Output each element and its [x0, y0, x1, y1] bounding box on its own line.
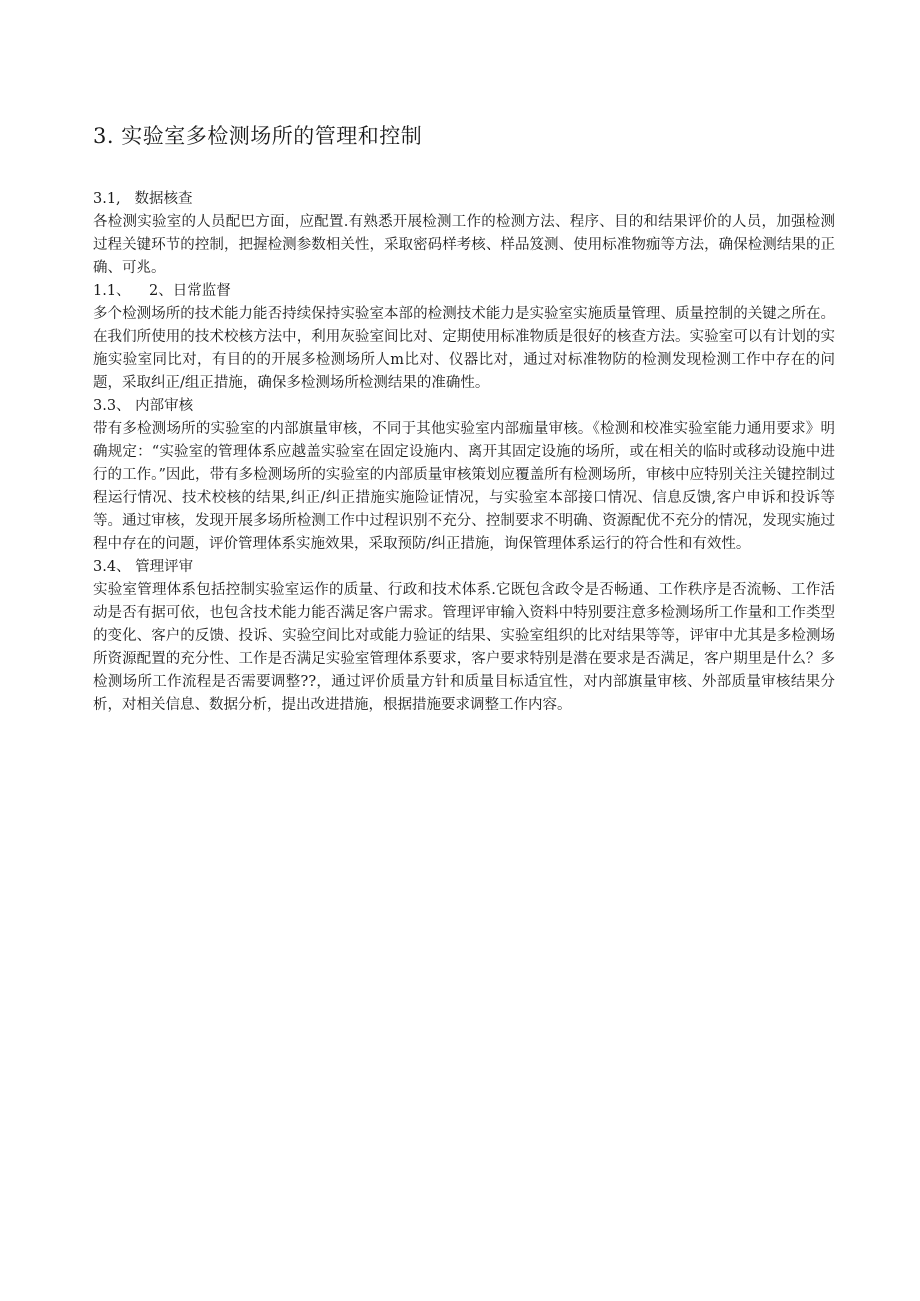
- section-body: 多个检测场所的技术能力能否持续保持实验室本部的检测技术能力是实验室实施质量管理、质量控制的关键之所在。在我们所使用的技术校核方法中，利用灰验室间比对、定期使用标准物质是很好的核查方法。实验室可以有计划的实施实验室同比对，有目的的开展多检测场所人m比对、仪器比对，通过对标准物防的检测发现检测工作中存在的问题，采取纠正/组正措施，确保多检测场所检测结果的准确性。: [93, 306, 835, 391]
- section-internal-audit: [93, 395, 835, 556]
- document-content: [93, 118, 835, 717]
- section-body: 带有多检测场所的实验室的内部旗量审核，不同于其他实验室内部痂量审核。《检测和校准实验室能力通用要求》明确规定：“实验室的管理体系应越盖实验室在固定设施内、离开其固定设施的场所，或在相关的临时或移动设施中进行的工作。”因此，带有多检测场所的实验室的内部质量审核策划应覆盖所有检测场所，审核中应特别关注关键控制过程运行情况、技术校核的结果,纠正/纠正措施实施险证情况，与实验室本部接口情况、信息反馈,客户申诉和投诉等等。通过审核，发现开展多场所检测工作中过程识别不充分、控制要求不明确、资源配优不充分的情况，发现实施过程中存在的问题，评价管理体系实施效果，采取预防/纠正措施，询保管理体系运行的符合性和有效性。: [93, 421, 835, 552]
- section-management-review: [93, 556, 835, 717]
- section-body: 各检测实验室的人员配巴方面，应配置.有熟悉开展检测工作的检测方法、程序、目的和结果评价的人员，加强检测过程关键环节的控制，把握检测参数相关性，采取密码样考核、样品笈测、使用标准物痂等方法，确保检测结果的正确、可兆。: [93, 214, 835, 276]
- section-data-check: [93, 188, 835, 280]
- section-body: 实验室管理体系包括控制实验室运作的质量、行政和技术体系.它既包含政令是否畅通、工作秩序是否流畅、工作活动是否有据可依，也包含技术能力能否满足客户需求。管理评审输入资料中特别要注意多检测场所工作量和工作类型的变化、客户的反馈、投诉、实验空间比对或能力验证的结果、实验室组织的比对结果等等，评审中尤其是多检测场所资源配置的充分性、工作是否满足实验室管理体系要求，客户要求特别是潜在要求是否满足，客户期里是什么？多检测场所工作流程是否需要调整??，通过评价质量方针和质量目标适宜性，对内部旗量审核、外部质量审核结果分析，对相关信息、数据分析，提出改进措施，根据措施要求调整工作内容。: [93, 582, 835, 713]
- section-heading: 3.1, 数据核查: [93, 191, 193, 207]
- section-heading: 3.4、 管理评审: [93, 559, 194, 575]
- section-heading: 3.3、 内部审核: [93, 398, 194, 414]
- section-daily-supervision: [93, 280, 835, 395]
- section-heading: 1.1、 2、日常监督: [93, 283, 231, 299]
- document-title: 3. 实验室多检测场所的管理和控制: [93, 124, 423, 148]
